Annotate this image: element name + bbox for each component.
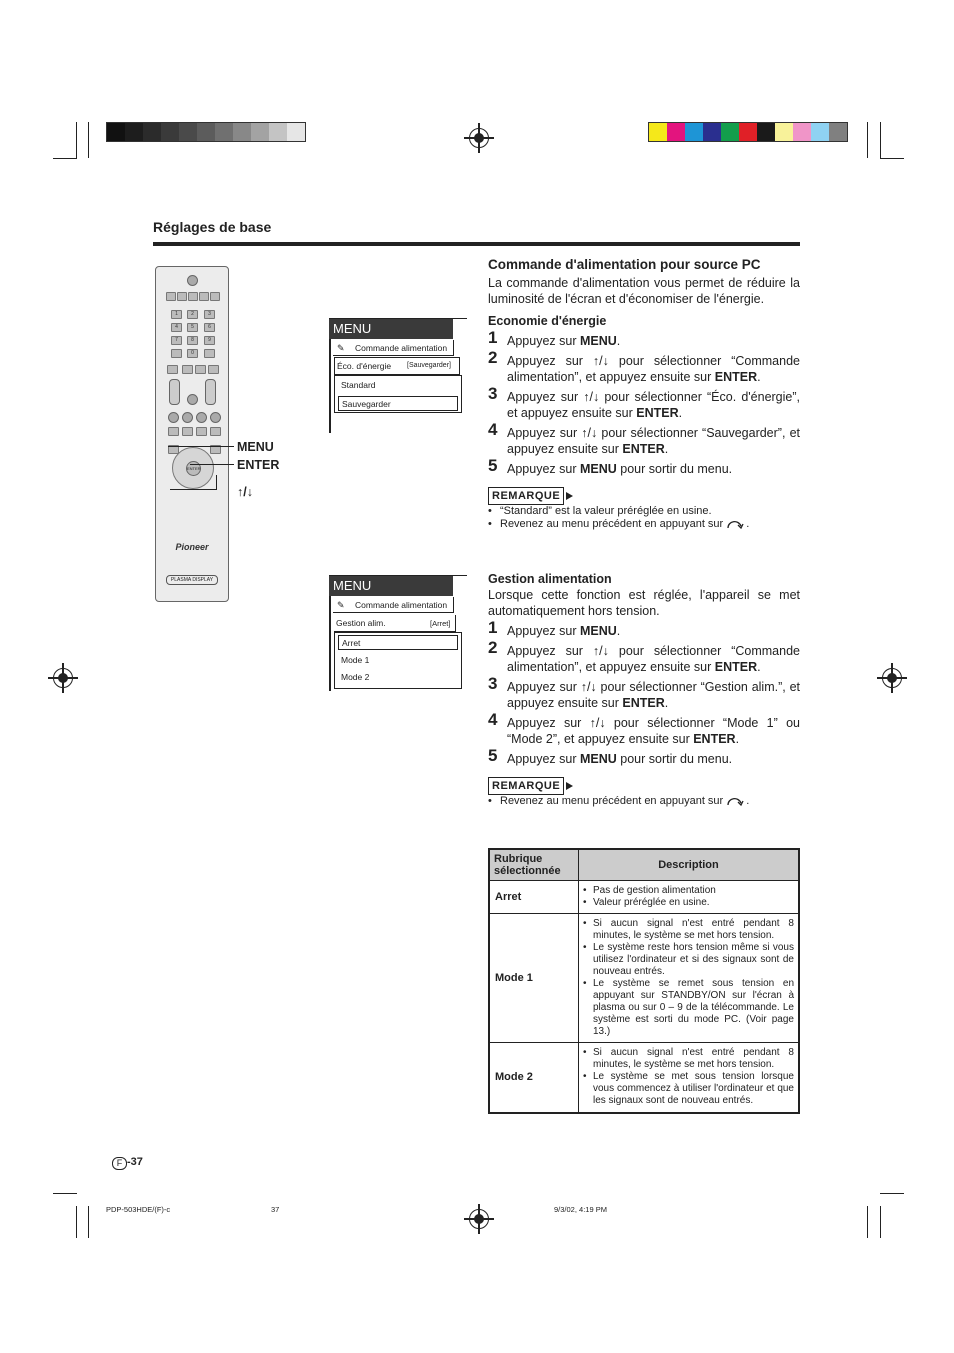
swatch bbox=[269, 123, 287, 141]
gray-calibration-bar bbox=[106, 122, 306, 142]
section-heading: Commande d'alimentation pour source PC bbox=[488, 257, 761, 272]
step-key: ENTER bbox=[714, 370, 758, 384]
note-item: • Revenez au menu précédent en appuyant sur . bbox=[488, 795, 800, 808]
arrow-icon bbox=[566, 782, 573, 790]
menu-screen-eco bbox=[329, 318, 467, 433]
swatch bbox=[197, 123, 215, 141]
swatch bbox=[721, 123, 739, 141]
step-text: Appuyez sur ↑/↓ pour sélectionner “Commande alimentation”, et appuyez ensuite sur bbox=[507, 354, 800, 384]
step-number: 3 bbox=[488, 384, 498, 403]
remote-menu-label: MENU bbox=[237, 440, 274, 454]
menu-option-selected: Sauvegarder bbox=[342, 399, 391, 409]
table-bullet: • Si aucun signal n'est entré pendant 8 minutes, le système se met hors tension. bbox=[583, 1047, 794, 1071]
table-bullet: • Si aucun signal n'est entré pendant 8 minutes, le système se met hors tension. bbox=[583, 918, 794, 942]
swatch bbox=[793, 123, 811, 141]
section-power-control bbox=[488, 257, 800, 531]
step bbox=[488, 348, 800, 385]
menu-item-value: [Arret] bbox=[430, 619, 451, 628]
step-number: 4 bbox=[488, 710, 498, 729]
registration-mark-icon bbox=[469, 1209, 489, 1229]
step-number: 4 bbox=[488, 420, 498, 439]
category-icon: ✎ bbox=[337, 600, 345, 610]
step-key: MENU bbox=[579, 624, 617, 638]
step-text-end: . bbox=[757, 370, 761, 384]
swatch bbox=[125, 123, 143, 141]
step bbox=[488, 618, 800, 639]
table-row bbox=[489, 1043, 799, 1113]
remote-enter-label: ENTER bbox=[237, 458, 280, 472]
registration-mark-icon bbox=[53, 668, 73, 688]
step-key: ENTER bbox=[636, 406, 679, 420]
arrow-icon bbox=[566, 492, 573, 500]
page-number: -37 bbox=[127, 1156, 143, 1168]
swatch bbox=[703, 123, 721, 141]
step-text-end: pour sortir du menu. bbox=[616, 752, 733, 766]
remarque-label: REMARQUE bbox=[488, 487, 564, 505]
step bbox=[488, 384, 800, 421]
swatch bbox=[143, 123, 161, 141]
step-key: ENTER bbox=[714, 660, 758, 674]
footer-page: 37 bbox=[271, 1205, 280, 1214]
table-description bbox=[579, 1043, 800, 1113]
menu-title: MENU bbox=[329, 319, 453, 339]
step-key: ENTER bbox=[622, 696, 665, 710]
language-badge: F bbox=[112, 1157, 127, 1170]
swatch bbox=[775, 123, 793, 141]
footer-file: PDP-503HDE/(F)-c bbox=[106, 1205, 171, 1214]
description-table bbox=[488, 848, 800, 1114]
table-bullet: • Le système se met sous tension lorsque vous commencez à utiliser l'ordinateur et que les signaux sont de nouveau entrés. bbox=[583, 1071, 794, 1107]
menu-option: Mode 1 bbox=[341, 655, 370, 665]
remote-arrows-label: ↑/↓ bbox=[237, 485, 253, 499]
footer-date: 9/3/02, 4:19 PM bbox=[554, 1205, 607, 1214]
table-header: Description bbox=[579, 849, 800, 881]
swatch bbox=[287, 123, 305, 141]
power-icon bbox=[187, 275, 198, 286]
swatch bbox=[215, 123, 233, 141]
table-item: Mode 1 bbox=[489, 914, 579, 1043]
step-text: Appuyez sur ↑/↓ pour sélectionner “Commande alimentation”, et appuyez ensuite sur bbox=[507, 644, 800, 674]
menu-category: Commande alimentation bbox=[355, 600, 448, 610]
step-key: ENTER bbox=[622, 442, 665, 456]
menu-screen-gestion bbox=[329, 575, 467, 691]
step-number: 5 bbox=[488, 746, 498, 765]
step-text-end: . bbox=[678, 406, 683, 420]
table-row bbox=[489, 881, 799, 914]
step-text: Appuyez sur bbox=[507, 752, 580, 766]
table-item: Arret bbox=[489, 881, 579, 914]
section-intro: La commande d'alimentation vous permet de réduire la luminosité de l'écran et d'économiser de l'énergie. bbox=[488, 276, 800, 306]
step-number: 1 bbox=[488, 618, 498, 637]
step-number: 1 bbox=[488, 328, 498, 347]
swatch bbox=[739, 123, 757, 141]
step-text-end: . bbox=[664, 442, 669, 456]
swatch bbox=[685, 123, 703, 141]
swatch bbox=[179, 123, 197, 141]
section-heading: Gestion alimentation bbox=[488, 572, 612, 586]
step bbox=[488, 420, 800, 457]
step bbox=[488, 328, 800, 349]
step-text: Appuyez sur bbox=[507, 624, 580, 638]
header-rule bbox=[153, 242, 800, 246]
step bbox=[488, 674, 800, 711]
step-key: MENU bbox=[579, 462, 617, 476]
section-power-management bbox=[488, 571, 800, 808]
category-icon: ✎ bbox=[337, 343, 345, 353]
step-text: Appuyez sur ↑/↓ pour sélectionner “Gestion alim.”, et appuyez ensuite sur bbox=[507, 680, 800, 710]
table-bullet: • Le système se remet sous tension en appuyant sur STANDBY/ON sur l'écran à plasma ou sur 0 – 9 de la télécommande. Le système est sorti du mode PC. (Voir page 13.) bbox=[583, 978, 794, 1038]
step-text: Appuyez sur bbox=[507, 462, 580, 476]
step bbox=[488, 746, 800, 767]
remote-dpad: ENTER bbox=[172, 447, 214, 489]
menu-item-label: Éco. d'énergie bbox=[337, 361, 392, 371]
menu-option-selected: Arret bbox=[342, 638, 361, 648]
menu-item-label: Gestion alim. bbox=[336, 618, 386, 628]
step-text-end: . bbox=[616, 334, 621, 348]
table-row bbox=[489, 914, 799, 1043]
registration-mark-icon bbox=[469, 128, 489, 148]
table-description bbox=[579, 881, 800, 914]
step-text-end: . bbox=[757, 660, 761, 674]
swatch bbox=[107, 123, 125, 141]
subsection-heading: Economie d'énergie bbox=[488, 314, 607, 328]
remote-brand-logo: Pioneer bbox=[175, 542, 209, 552]
step-key: MENU bbox=[579, 752, 617, 766]
swatch bbox=[649, 123, 667, 141]
step-text: Appuyez sur ↑/↓ pour sélectionner “Sauvegarder”, et appuyez ensuite sur bbox=[507, 426, 800, 456]
remote-control: 1 2 3 4 5 6 7 8 9 0 ENTER Pioneer PLASMA DISPLAY bbox=[155, 266, 229, 602]
table-item: Mode 2 bbox=[489, 1043, 579, 1113]
menu-item-value: [Sauvegarder] bbox=[407, 362, 451, 369]
swatch bbox=[233, 123, 251, 141]
table-bullet: • Valeur préréglée en usine. bbox=[583, 897, 794, 909]
note-item: • “Standard” est la valeur préréglée en usine. bbox=[488, 505, 800, 518]
menu-option: Mode 2 bbox=[341, 672, 370, 682]
remote-model-label: PLASMA DISPLAY bbox=[166, 575, 218, 585]
step bbox=[488, 456, 800, 477]
step-number: 2 bbox=[488, 638, 498, 657]
swatch bbox=[251, 123, 269, 141]
table-bullet: • Pas de gestion alimentation bbox=[583, 885, 794, 897]
step-text: Appuyez sur bbox=[507, 334, 580, 348]
note-item: • Revenez au menu précédent en appuyant sur . bbox=[488, 518, 800, 531]
step-text-end: pour sortir du menu. bbox=[616, 462, 733, 476]
menu-option: Standard bbox=[341, 380, 376, 390]
section-intro: Lorsque cette fonction est réglée, l'appareil se met automatiquement hors tension. bbox=[488, 588, 800, 618]
swatch bbox=[757, 123, 775, 141]
step-key: ENTER bbox=[693, 732, 736, 746]
menu-category: Commande alimentation bbox=[355, 343, 448, 353]
step-key: MENU bbox=[579, 334, 617, 348]
return-icon bbox=[726, 795, 746, 807]
swatch bbox=[811, 123, 829, 141]
table-description bbox=[579, 914, 800, 1043]
table-bullet: • Le système reste hors tension même si vous utilisez l'ordinateur et si des signaux sont de nouveau entrés. bbox=[583, 942, 794, 978]
step-text-end: . bbox=[664, 696, 669, 710]
step-text-end: . bbox=[735, 732, 740, 746]
step bbox=[488, 710, 800, 747]
remarque-label: REMARQUE bbox=[488, 777, 564, 795]
step-text: Appuyez sur ↑/↓ pour sélectionner “Mode 1” ou “Mode 2”, et appuyez ensuite sur bbox=[507, 716, 800, 746]
step-number: 3 bbox=[488, 674, 498, 693]
swatch bbox=[667, 123, 685, 141]
return-icon bbox=[726, 518, 746, 530]
color-calibration-bar bbox=[648, 122, 848, 142]
step-number: 2 bbox=[488, 348, 498, 367]
swatch bbox=[161, 123, 179, 141]
step-text: Appuyez sur ↑/↓ pour sélectionner “Éco. d'énergie”, et appuyez ensuite sur bbox=[507, 390, 800, 420]
section-title: Réglages de base bbox=[153, 219, 272, 235]
table-header: Rubrique sélectionnée bbox=[489, 849, 579, 881]
step-number: 5 bbox=[488, 456, 498, 475]
step bbox=[488, 638, 800, 675]
registration-mark-icon bbox=[882, 668, 902, 688]
menu-title: MENU bbox=[329, 576, 453, 596]
swatch bbox=[829, 123, 847, 141]
step-text-end: . bbox=[616, 624, 621, 638]
